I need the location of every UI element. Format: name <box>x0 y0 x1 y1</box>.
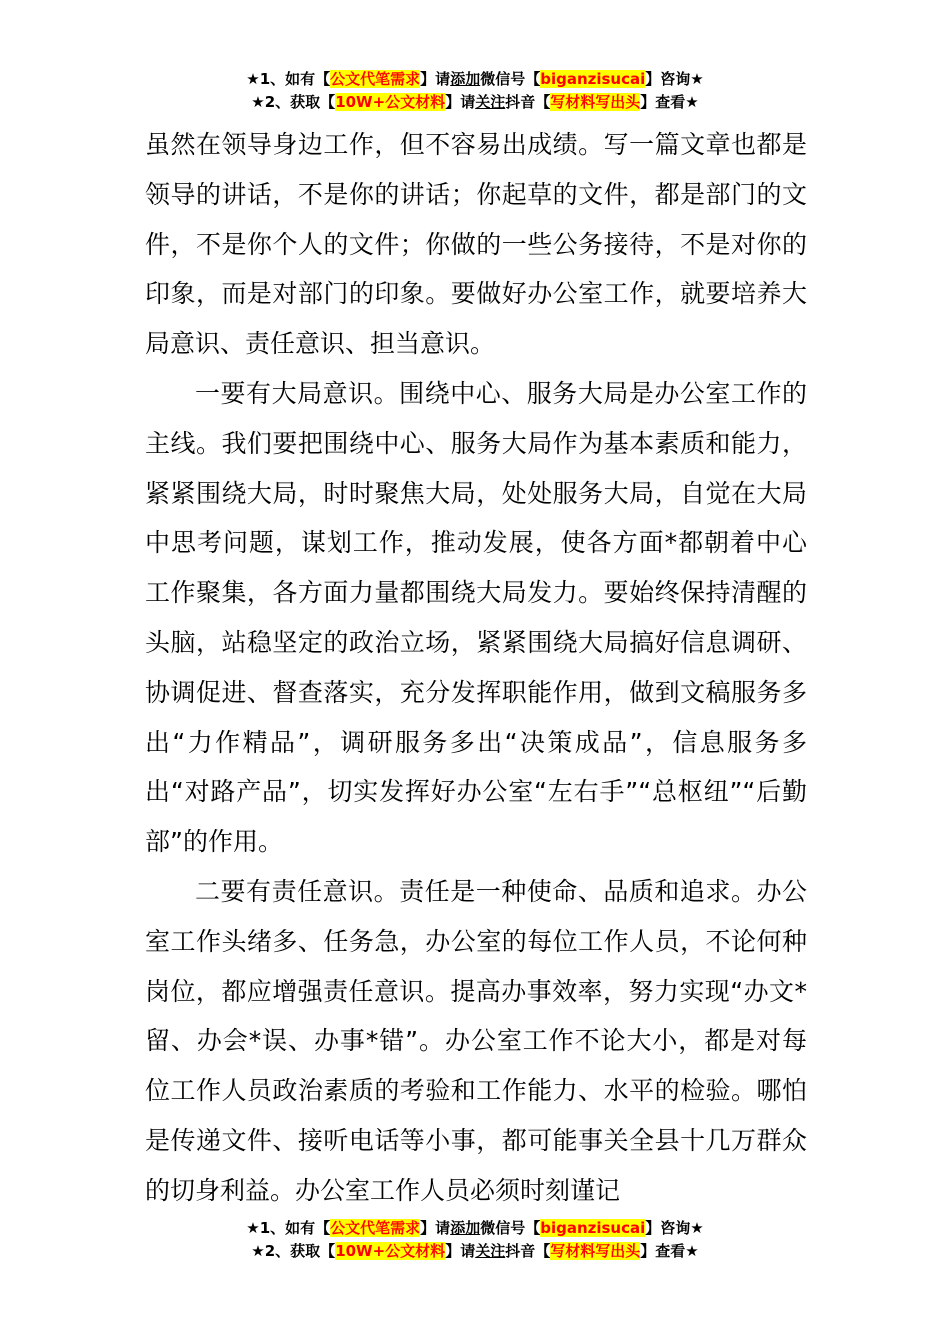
promo-highlight-service: 公文代笔需求 <box>330 1219 421 1237</box>
promo-line-2: ★2、获取【10W+公文材料】请关注抖音【写材料写出头】查看★ <box>251 93 699 111</box>
promo-highlight-douyin: 写材料写出头 <box>550 1242 641 1260</box>
promo-highlight-materials: 10W+公文材料 <box>335 1242 446 1260</box>
footer-promo-banner <box>0 1217 950 1263</box>
promo-highlight-materials: 10W+公文材料 <box>335 93 446 111</box>
paragraph-overall-awareness: 一要有大局意识。围绕中心、服务大局是办公室工作的主线。我们要把围绕中心、服务大局作为基本素质和能力，紧紧围绕大局，时时聚焦大局，处处服务大局，自觉在大局中思考问题，谋划工作，推动发展，使各方面*都朝着中心工作聚集，各方面力量都围绕大局发力。要始终保持清醒的头脑，站稳坚定的政治立场，紧紧围绕大局搞好信息调研、协调促进、督查落实，充分发挥职能作用，做到文稿服务多出“力作精品”，调研服务多出“决策成品”，信息服务多出“对路产品”，切实发挥好办公室“左右手”“总枢纽”“后勤部”的作用。 <box>145 378 807 857</box>
promo-highlight-wechat: biganzisucai <box>540 1219 646 1237</box>
promo-line-1: ★1、如有【公文代笔需求】请添加微信号【biganzisucai】咨询★ <box>246 70 704 88</box>
promo-highlight-douyin: 写材料写出头 <box>550 93 641 111</box>
paragraph-continuation: 虽然在领导身边工作，但不容易出成绩。写一篇文章也都是领导的讲话，不是你的讲话；你起草的文件，都是部门的文件，不是你个人的文件；你做的一些公务接待，不是对你的印象，而是对部门的印象。要做好办公室工作，就要培养大局意识、责任意识、担当意识。 <box>145 130 807 359</box>
paragraph-responsibility-awareness: 二要有责任意识。责任是一种使命、品质和追求。办公室工作头绪多、任务急，办公室的每位工作人员，不论何种岗位，都应增强责任意识。提高办事效率，努力实现“办文*留、办会*误、办事*错”。办公室工作不论大小，都是对每位工作人员政治素质的考验和工作能力、水平的检验。哪怕是传递文件、接听电话等小事，都可能事关全县十几万群众的切身利益。办公室工作人员必须时刻谨记 <box>145 876 807 1205</box>
promo-line-1: ★1、如有【公文代笔需求】请添加微信号【biganzisucai】咨询★ <box>246 1219 704 1237</box>
promo-line-2: ★2、获取【10W+公文材料】请关注抖音【写材料写出头】查看★ <box>251 1242 699 1260</box>
header-promo-banner <box>0 68 950 114</box>
promo-highlight-service: 公文代笔需求 <box>330 70 421 88</box>
promo-highlight-wechat: biganzisucai <box>540 70 646 88</box>
document-body <box>145 120 807 1216</box>
